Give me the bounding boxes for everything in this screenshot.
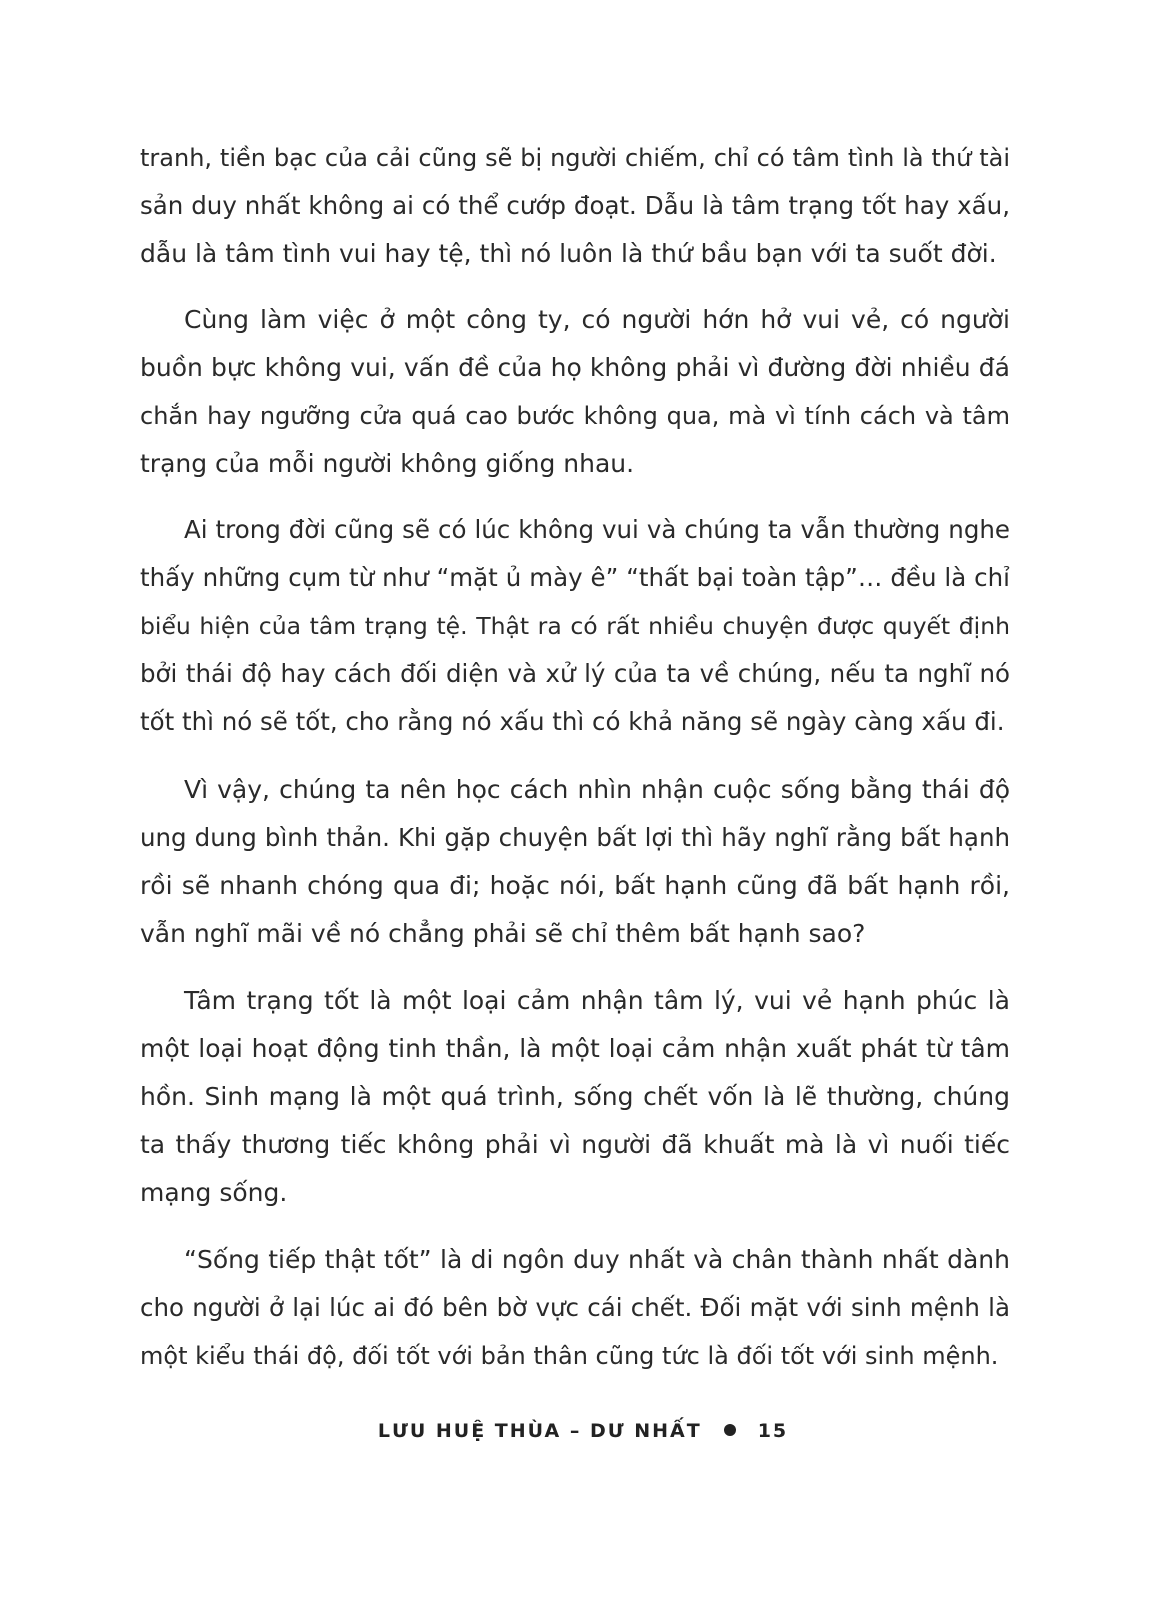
text-line: một kiểu thái độ, đối tốt với bản thân cũng tức là đối tốt với sinh mệnh.: [140, 1342, 999, 1370]
paragraph-6: [140, 1236, 1010, 1380]
text-line: buồn bực không vui, vấn đề của họ không phải vì đường đời nhiều đá: [140, 353, 1010, 382]
text-line: vẫn nghĩ mãi về nó chẳng phải sẽ chỉ thêm bất hạnh sao?: [140, 919, 866, 948]
text-line: “Sống tiếp thật tốt” là di ngôn duy nhất và chân thành nhất dành: [184, 1245, 1010, 1274]
text-line: hồn. Sinh mạng là một quá trình, sống chết vốn là lẽ thường, chúng: [140, 1082, 1010, 1111]
text-line: Tâm trạng tốt là một loại cảm nhận tâm lý, vui vẻ hạnh phúc là: [184, 986, 1010, 1015]
text-line: mạng sống.: [140, 1178, 288, 1207]
text-line: một loại hoạt động tinh thần, là một loại cảm nhận xuất phát từ tâm: [140, 1034, 1010, 1063]
text-line: thấy những cụm từ như “mặt ủ mày ê” “thất bại toàn tập”… đều là chỉ: [140, 563, 1010, 592]
paragraph-1: [140, 134, 1010, 278]
text-line: trạng của mỗi người không giống nhau.: [140, 449, 635, 478]
text-line: Vì vậy, chúng ta nên học cách nhìn nhận cuộc sống bằng thái độ: [184, 775, 1010, 804]
text-line: dẫu là tâm tình vui hay tệ, thì nó luôn là thứ bầu bạn với ta suốt đời.: [140, 239, 997, 268]
text-line: sản duy nhất không ai có thể cướp đoạt. Dẫu là tâm trạng tốt hay xấu,: [140, 191, 1010, 220]
page-number: 15: [757, 1420, 789, 1442]
paragraph-2: [140, 296, 1010, 488]
text-line: cho người ở lại lúc ai đó bên bờ vực cái chết. Đối mặt với sinh mệnh là: [140, 1293, 1010, 1322]
text-line: ta thấy thương tiếc không phải vì người đã khuất mà là vì nuối tiếc: [140, 1130, 1010, 1159]
paragraph-3: [140, 506, 1010, 746]
text-line: ung dung bình thản. Khi gặp chuyện bất lợi thì hãy nghĩ rằng bất hạnh: [140, 823, 1010, 852]
bullet-separator-icon: [724, 1424, 736, 1436]
text-line: rồi sẽ nhanh chóng qua đi; hoặc nói, bất hạnh cũng đã bất hạnh rồi,: [140, 871, 1010, 900]
text-line: bởi thái độ hay cách đối diện và xử lý của ta về chúng, nếu ta nghĩ nó: [140, 659, 1010, 688]
text-line: biểu hiện của tâm trạng tệ. Thật ra có rất nhiều chuyện được quyết định: [140, 612, 1010, 640]
paragraph-4: [140, 766, 1010, 958]
paragraph-5: [140, 977, 1010, 1217]
page-footer: [0, 1420, 1166, 1442]
text-line: tốt thì nó sẽ tốt, cho rằng nó xấu thì có khả năng sẽ ngày càng xấu đi.: [140, 707, 1005, 736]
text-line: chắn hay ngưỡng cửa quá cao bước không qua, mà vì tính cách và tâm: [140, 402, 1010, 430]
text-line: tranh, tiền bạc của cải cũng sẽ bị người chiếm, chỉ có tâm tình là thứ tài: [140, 144, 1010, 172]
text-line: Cùng làm việc ở một công ty, có người hớn hở vui vẻ, có người: [184, 305, 1010, 334]
running-title: LƯU HUỆ THÙA – DƯ NHẤT: [377, 1420, 702, 1442]
text-line: Ai trong đời cũng sẽ có lúc không vui và chúng ta vẫn thường nghe: [184, 515, 1010, 544]
